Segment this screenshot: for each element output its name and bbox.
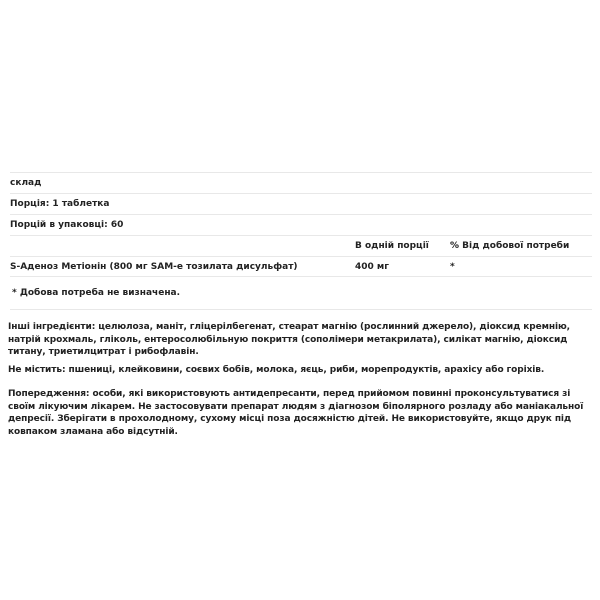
serving-size: Порція: 1 таблетка: [10, 199, 110, 209]
servings-per-container-row: [10, 214, 592, 235]
servings-per-container: Порцій в упаковці: 60: [10, 220, 124, 230]
ingredient-dv: *: [450, 261, 455, 272]
table-row: [10, 256, 592, 277]
table-title-row: [10, 172, 592, 193]
supplement-facts-table: [10, 172, 592, 310]
header-per-serving: В одній порції: [355, 241, 429, 251]
ingredient-amount: 400 мг: [355, 261, 389, 272]
table-title: склад: [10, 178, 42, 188]
does-not-contain: Не містить: пшениці, клейковини, соєвих бобів, молока, яєць, риби, морепродуктів, арахісу або горіхів.: [8, 365, 545, 375]
footnote-row: [10, 277, 592, 310]
table-header-row: [10, 235, 592, 256]
other-ingredients: Інші інгредієнти: целюлоза, маніт, гліцерілбегенат, стеарат магнію (рослинний джерело), діоксид кремнію, натрій крохмаль, гліколь, ентеросолюбільную покриття (сополімери метакрилата), силікат магнію, діоксид титану, триетилцитрат і рибофлавін.: [8, 322, 570, 357]
serving-size-row: [10, 193, 592, 214]
warning: Попередження: особи, які використовують антидепресанти, перед прийомом повинні проконсультуватися зі своїм лікуючим лікарем. Не застосовувати препарат людям з діагнозом біполярного розладу або маніакальної депресії. Зберігати в прохолодному, сухому місці поза досяжністю дітей. Не використовуйте, якщо друк під ковпаком зламана або відсутній.: [8, 389, 584, 437]
footnote: * Добова потреба не визначена.: [12, 288, 181, 298]
ingredient-name: S-Аденоз Метіонін (800 мг SAM-е тозилата дисульфат): [10, 261, 298, 272]
header-daily-value: % Від добової потреби: [450, 241, 570, 251]
